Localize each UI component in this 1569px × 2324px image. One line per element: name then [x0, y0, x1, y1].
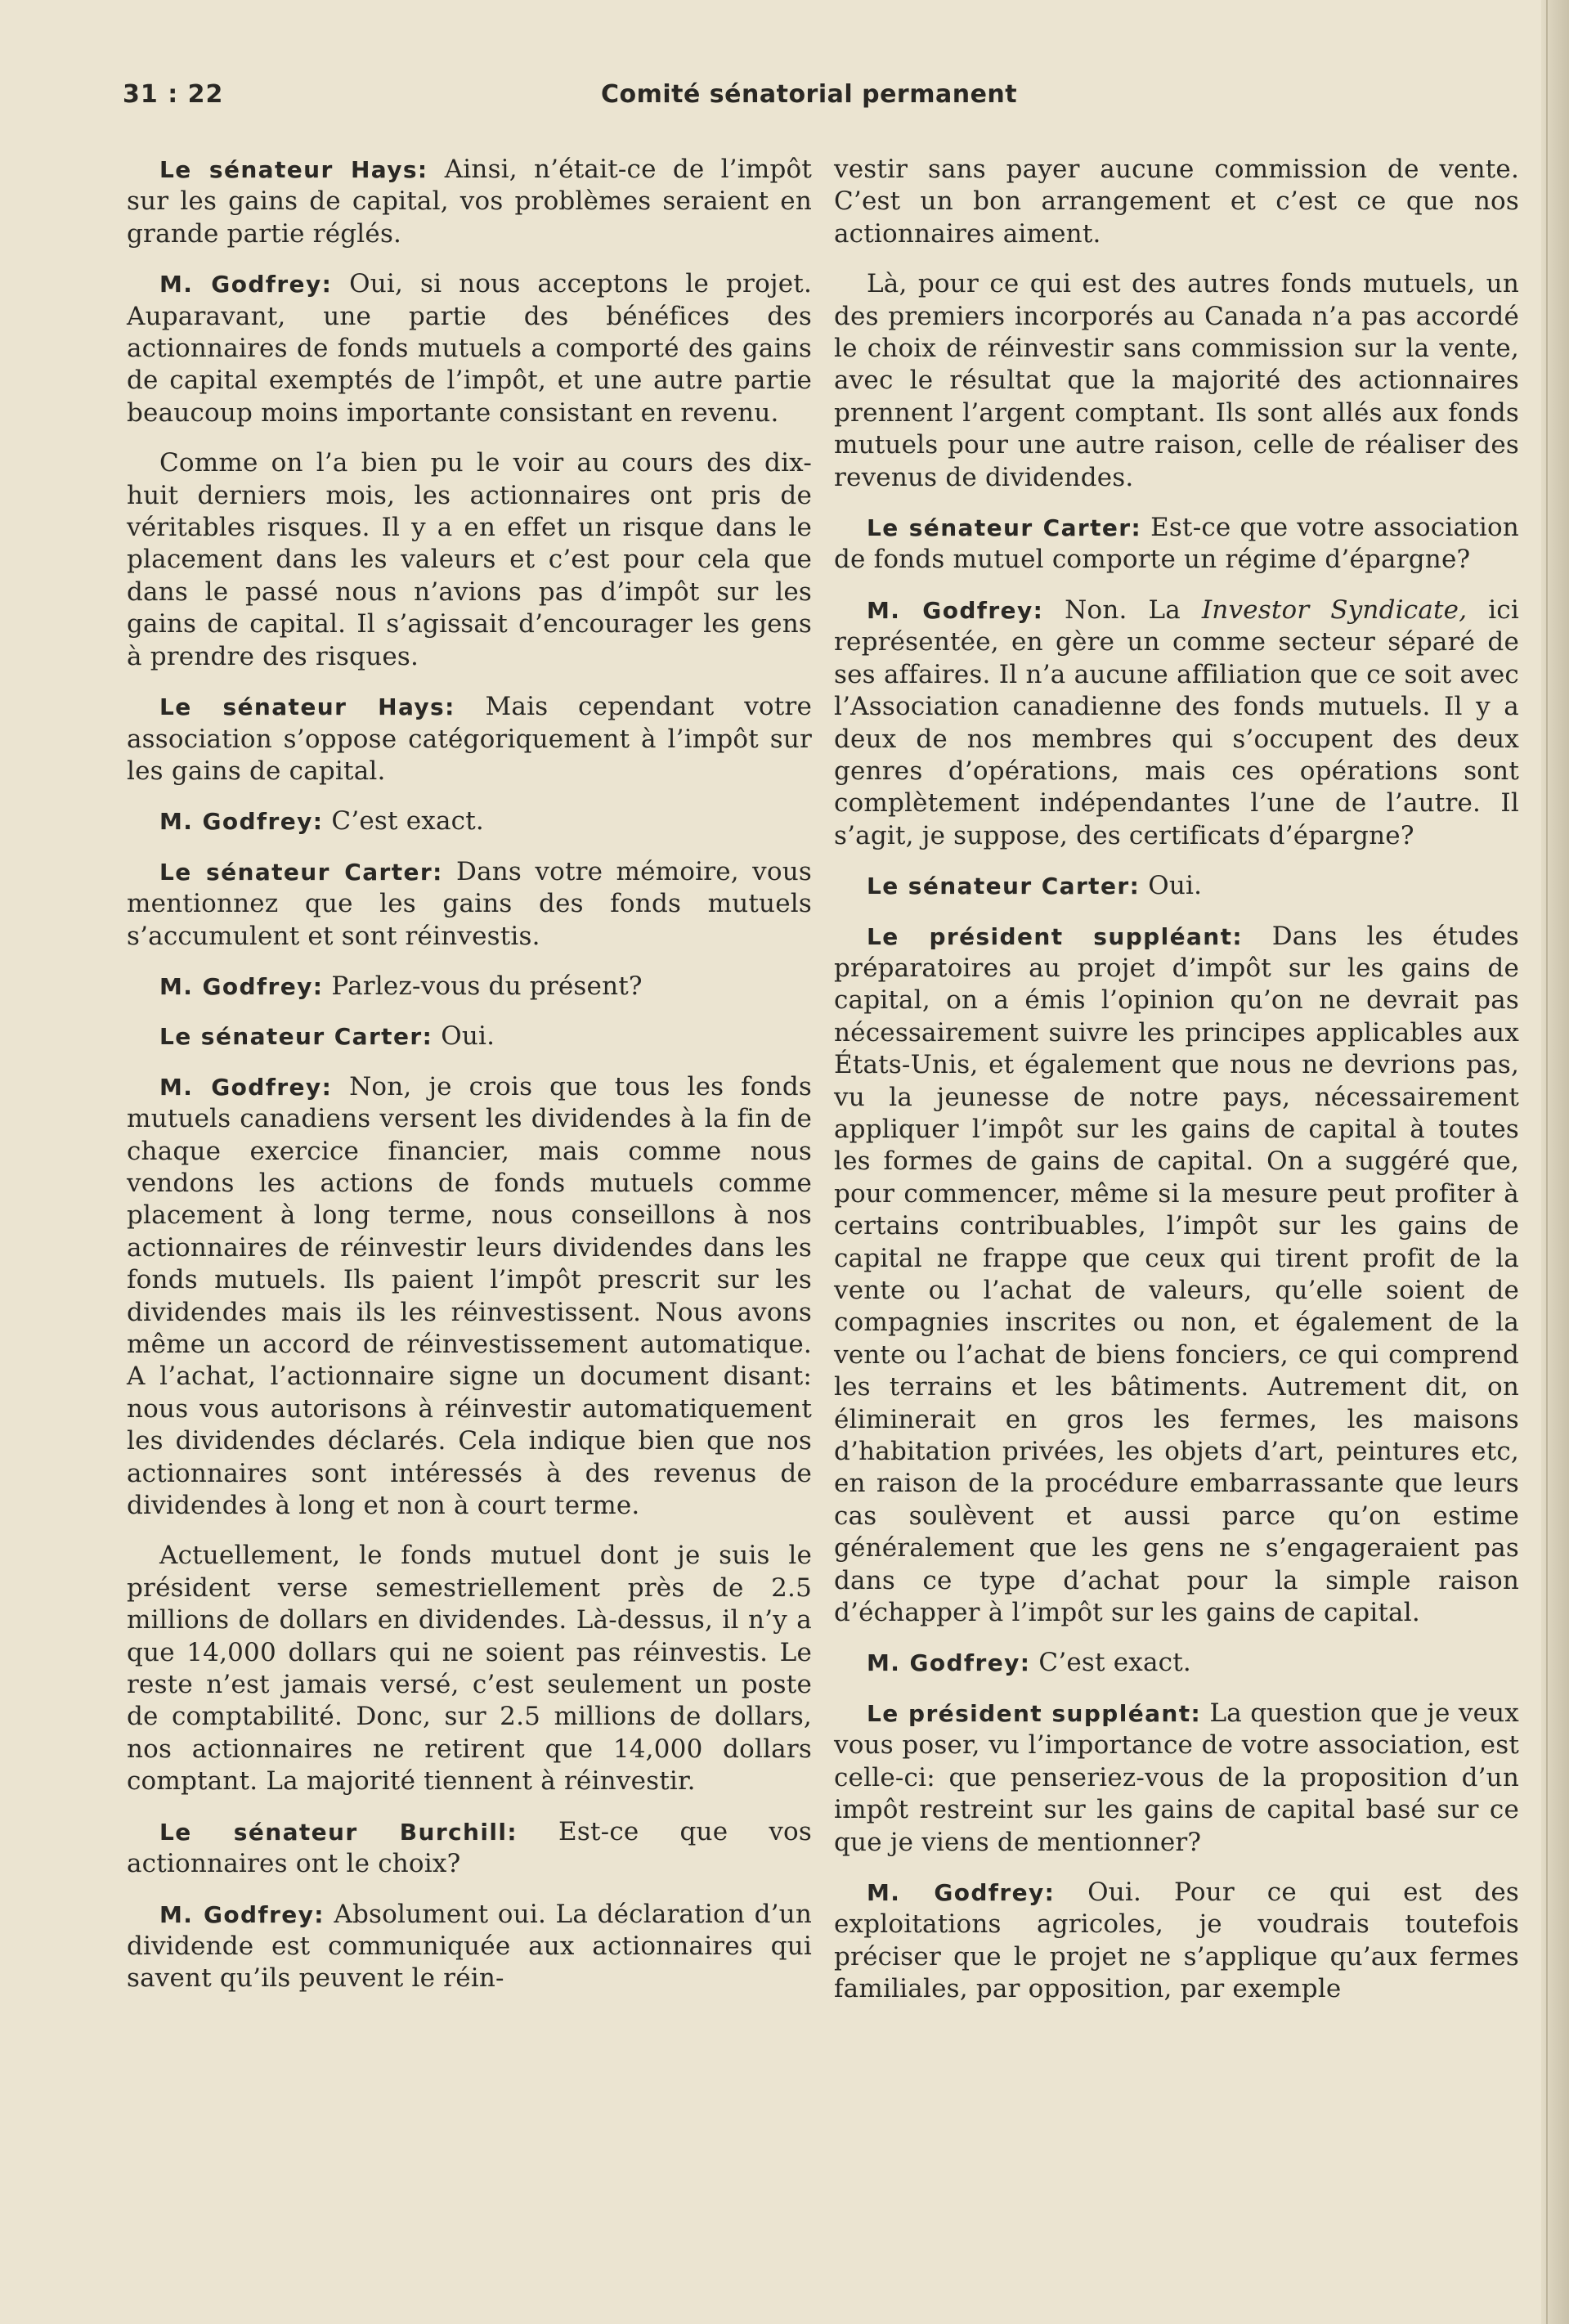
paragraph-text-lead: Non. La — [1065, 594, 1181, 625]
paragraph-text: Absolument oui. La déclaration d’un dividende est communiquée aux actionnaires qui savent qu’ils peuvent le réin- — [127, 1899, 813, 1994]
paragraph-text: Est-ce que votre association de fonds mutuel comporte un régime d’épargne? — [834, 513, 1519, 575]
paragraph-text: Ainsi, n’était-ce de l’impôt sur les gains de capital, vos problèmes seraient en grande partie réglés. — [127, 155, 813, 249]
paragraph — [127, 268, 812, 429]
speaker-name: Le sénateur Hays: — [159, 156, 428, 183]
paragraph-text: Là, pour ce qui est des autres fonds mutuels, un des premiers incorporés au Canada n’a pas accordé le choix de réinvestir sans commission sur la vente, avec le résultat que la majorité des actionnaires prennent l’argent comptant. Ils sont allés aux fonds mutuels pour une autre raison, celle de réaliser des revenus de dividendes. — [834, 269, 1519, 492]
paragraph — [127, 1816, 812, 1881]
paragraph-text: ici représentée, en gère un comme secteur séparé de ses affaires. Il n’a aucune affiliation que ce soit avec l’Association canadienne des fonds mutuels. Il y a deux de nos membres qui s’occupent des deux genres d’opérations, mais ces opérations sont complètement indépendantes l’une de l’autre. Il s’agit, je suppose, des certificats d’épargne? — [834, 594, 1519, 850]
page-number: 31 : 22 — [123, 80, 224, 109]
speaker-name: Le président suppléant: — [867, 1699, 1202, 1727]
speaker-name: M. Godfrey: — [867, 1649, 1031, 1677]
paragraph — [834, 1647, 1519, 1679]
speaker-name: M. Godfrey: — [159, 1073, 333, 1101]
paragraph-text: Est-ce que vos actionnaires ont le choix? — [127, 1816, 812, 1879]
paragraph — [127, 1899, 812, 1995]
running-head: Comité sénatorial permanent — [601, 80, 1018, 109]
paragraph-text: Oui. Pour ce qui est des exploitations agricoles, je voudrais toutefois préciser que le projet ne s’applique qu’aux fermes familiales, par opposition, par exemple — [834, 1877, 1520, 2004]
paragraph — [127, 1021, 812, 1052]
paragraph-text: Comme on l’a bien pu le voir au cours des dix-huit derniers mois, les actionnaires ont pris de véritables risques. Il y a en effet un risque dans le placement dans les valeurs et c’est pour cela que dans le passé nous n’avions pas d’impôt sur les gains de capital. Il s’agissait d’encourager les gens à prendre des risques. — [127, 448, 812, 671]
speaker-name: Le président suppléant: — [867, 922, 1243, 950]
paragraph — [127, 971, 812, 1003]
paragraph — [834, 1877, 1519, 2006]
page-edge-line — [1546, 0, 1548, 2324]
speaker-name: Le sénateur Carter: — [867, 514, 1142, 542]
paragraph — [127, 447, 812, 673]
paragraph-text: Parlez-vous du présent? — [331, 971, 643, 1001]
right-column — [834, 154, 1519, 2024]
speaker-name: M. Godfrey: — [867, 596, 1044, 624]
speaker-name: M. Godfrey: — [867, 1878, 1056, 1906]
paragraph-text: Actuellement, le fonds mutuel dont je suis le président verse semestriellement près de 2.5 millions de dollars en dividendes. Là-dessus, il n’y a que 14,000 dollars qui ne soient pas réinvestis. Le reste n’est jamais versé, c’est seulement un poste de comptabilité. Donc, sur 2.5 millions de dollars, nos actionnaires ne retirent que 14,000 dollars comptant. La majorité tiennent à réinvestir. — [127, 1541, 812, 1797]
speaker-name: M. Godfrey: — [159, 271, 333, 298]
paragraph — [834, 512, 1519, 577]
paragraph — [127, 691, 812, 787]
paragraph-text: Oui, si nous acceptons le projet. Auparavant, une partie des bénéfices des actionnaires de fonds mutuels a comporté des gains de capital exemptés de l’impôt, et une autre partie beaucoup moins importante consistant en revenu. — [127, 269, 813, 428]
speaker-name: Le sénateur Hays: — [159, 693, 455, 721]
speaker-name: Le sénateur Carter: — [159, 858, 443, 886]
paragraph — [127, 805, 812, 837]
paragraph-text: Dans votre mémoire, vous mentionnez que les gains des fonds mutuels s’accumulent et sont réinvestis. — [127, 856, 812, 951]
speaker-name: Le sénateur Carter: — [867, 873, 1141, 900]
speaker-name: M. Godfrey: — [159, 1900, 325, 1928]
page-header — [123, 80, 1038, 121]
paragraph-text: Oui. — [1148, 871, 1203, 901]
paragraph — [127, 1071, 812, 1523]
paragraph — [834, 1698, 1519, 1859]
paragraph — [834, 921, 1519, 1630]
paragraph — [834, 594, 1519, 852]
italic-organization-name: Investor Syndicate, — [1201, 594, 1468, 625]
paragraph — [127, 856, 812, 953]
paragraph — [834, 268, 1519, 494]
speaker-name: Le sénateur Burchill: — [159, 1818, 518, 1846]
speaker-name: M. Godfrey: — [159, 808, 324, 836]
paragraph — [127, 1540, 812, 1797]
paragraph-text: vestir sans payer aucune commission de vente. C’est un bon arrangement et c’est ce que nos actionnaires aiment. — [834, 155, 1519, 249]
paragraph — [834, 154, 1519, 250]
paragraph-text: Non, je crois que tous les fonds mutuels canadiens versent les dividendes à la fin de chaque exercice financier, mais comme nous vendons les actions de fonds mutuels comme placement à long terme, nous conseillons à nos actionnaires de réinvestir leurs dividendes dans les fonds mutuels. Ils paient l’impôt prescrit sur les dividendes mais ils les réinvestissent. Nous avons même un accord de réinvestissement automatique. A l’achat, l’actionnaire signe un document disant: nous vous autorisons à réinvestir automatiquement les dividendes déclarés. Cela indique bien que nos actionnaires sont intéressés à des revenus de dividendes à long et non à court terme. — [127, 1071, 812, 1521]
paragraph-text: Mais cependant votre association s’oppose catégoriquement à l’impôt sur les gains de capital. — [127, 692, 812, 786]
paragraph-text: C’est exact. — [331, 806, 484, 837]
left-column — [127, 154, 812, 2013]
speaker-name: Le sénateur Carter: — [159, 1023, 433, 1051]
paragraph-text: Oui. — [441, 1021, 495, 1052]
speaker-name: M. Godfrey: — [159, 972, 324, 1000]
paragraph — [127, 154, 812, 250]
paragraph-text: C’est exact. — [1038, 1648, 1191, 1678]
paragraph-text: La question que je veux vous poser, vu l’importance de votre association, est celle-ci: que penseriez-vous de la proposition d’un impôt restreint sur les gains de capital basé sur ce que je viens de mentionner? — [834, 1698, 1519, 1857]
paragraph — [834, 870, 1519, 902]
paragraph-text: Dans les études préparatoires au projet d’impôt sur les gains de capital, on a émis l’opinion qu’on ne devrait pas nécessairement suivre les principes applicables aux États-Unis, et également que nous ne devrions pas, vu la jeunesse de notre pays, nécessairement appliquer l’impôt sur les gains de capital à toutes les formes de gains de capital. On a suggéré que, pour commencer, même si la mesure peut profiter à certains contribuables, l’impôt sur les gains de capital ne frappe que ceux qui tirent profit de la vente ou l’achat de valeurs, qu’elle soient de compagnies inscrites ou non, et également de la vente ou l’achat de biens fonciers, ce qui comprend les terrains et les bâtiments. Autrement dit, on éliminerait en gros les fermes, les maisons d’habitation privées, les objets d’art, peintures etc, en raison de la procédure embarrassante que leurs cas soulèvent et aussi parce qu’on estime généralement que les gens ne s’engageraient pas dans ce type d’achat pour la simple raison d’échapper à l’impôt sur les gains de capital. — [834, 921, 1519, 1628]
